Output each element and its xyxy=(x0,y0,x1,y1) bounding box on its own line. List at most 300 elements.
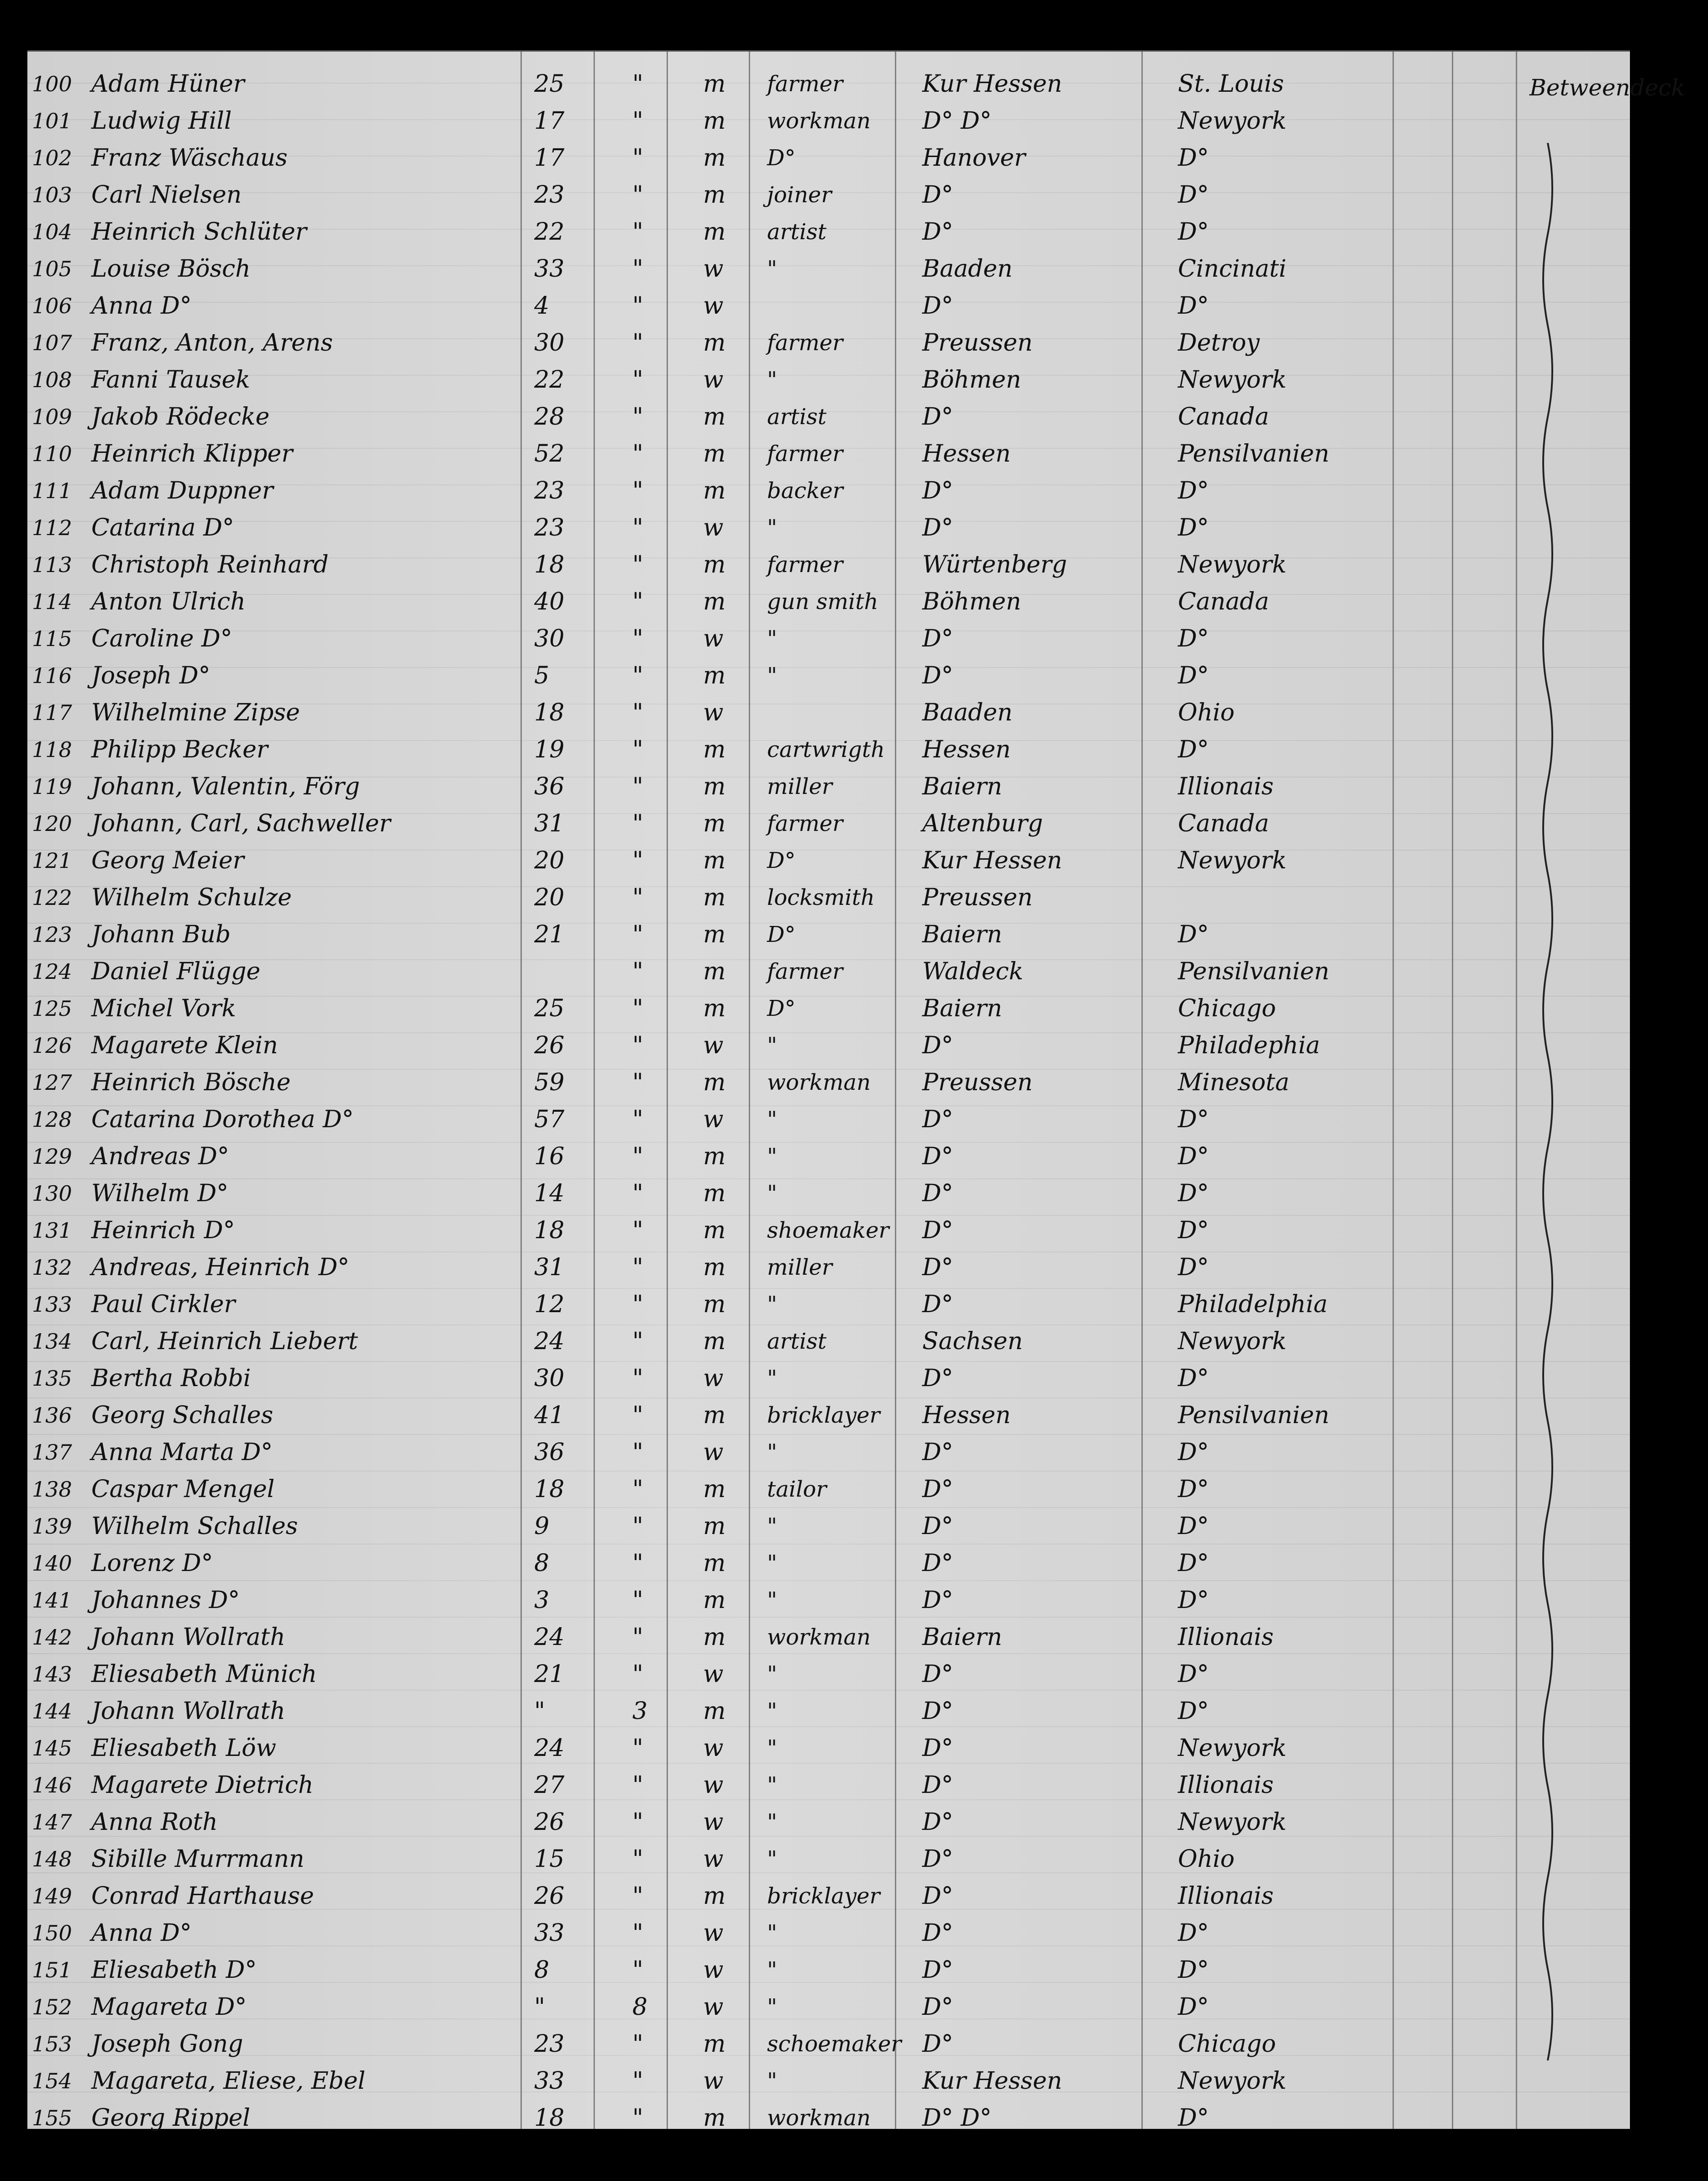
passenger-name: Wilhelm Schalles xyxy=(91,1513,298,1540)
age: 52 xyxy=(534,440,565,468)
destination: Newyork xyxy=(1178,2067,1287,2095)
age: 40 xyxy=(534,588,565,615)
child-age: " xyxy=(632,403,643,431)
sex: m xyxy=(703,736,726,763)
passenger-name: Magarete Dietrich xyxy=(91,1771,314,1799)
row-number: 114 xyxy=(32,589,72,614)
age: 8 xyxy=(534,1956,550,1984)
sex: w xyxy=(703,1365,724,1392)
sex: m xyxy=(703,1069,726,1096)
row-number: 134 xyxy=(32,1329,72,1354)
age: 20 xyxy=(534,884,565,911)
sex: w xyxy=(703,1439,724,1466)
row-number: 129 xyxy=(32,1144,72,1169)
destination: Illionais xyxy=(1178,1771,1274,1799)
occupation: " xyxy=(767,1846,778,1872)
destination: Philadelphia xyxy=(1178,1291,1328,1318)
passenger-name: Caspar Mengel xyxy=(91,1476,275,1503)
side-note: Betweendeck xyxy=(1529,74,1685,101)
row-number: 107 xyxy=(32,331,72,355)
destination: D° xyxy=(1178,1956,1209,1984)
row-number: 104 xyxy=(32,220,72,244)
table-row xyxy=(27,583,1630,620)
occupation: farmer xyxy=(767,441,843,467)
occupation: workman xyxy=(767,108,871,134)
sex: w xyxy=(703,366,724,394)
age: 25 xyxy=(534,995,565,1022)
child-age: " xyxy=(632,366,643,394)
table-row xyxy=(27,1840,1630,1877)
row-number: 120 xyxy=(32,811,72,836)
origin: D° xyxy=(922,2030,953,2058)
table-row xyxy=(27,546,1630,583)
age: 18 xyxy=(534,1476,565,1503)
passenger-name: Magareta D° xyxy=(91,1993,247,2021)
row-number: 148 xyxy=(32,1847,72,1871)
child-age: " xyxy=(632,329,643,357)
table-row xyxy=(27,1434,1630,1471)
destination: D° xyxy=(1178,1439,1209,1466)
passenger-name: Anna D° xyxy=(91,1919,192,1947)
origin: D° xyxy=(922,1698,953,1725)
table-row xyxy=(27,509,1630,546)
row-number: 152 xyxy=(32,1995,72,2019)
row-number: 103 xyxy=(32,183,72,207)
age: 26 xyxy=(534,1808,565,1836)
origin: D° xyxy=(922,1143,953,1170)
child-age: " xyxy=(632,884,643,911)
row-number: 150 xyxy=(32,1921,72,1945)
sex: m xyxy=(703,1254,726,1281)
child-age: " xyxy=(632,2067,643,2095)
occupation: locksmith xyxy=(767,885,875,910)
child-age: " xyxy=(632,625,643,652)
occupation: bricklayer xyxy=(767,1403,880,1428)
row-number: 122 xyxy=(32,885,72,910)
row-number: 128 xyxy=(32,1107,72,1132)
origin: D° D° xyxy=(922,107,992,135)
occupation: gun smith xyxy=(767,589,878,615)
manifest-page xyxy=(27,50,1685,2132)
origin: D° xyxy=(922,662,953,689)
age: 36 xyxy=(534,773,565,800)
row-number: 127 xyxy=(32,1070,72,1095)
row-number: 109 xyxy=(32,405,72,429)
origin: D° xyxy=(922,1993,953,2021)
destination: D° xyxy=(1178,1365,1209,1392)
destination: Canada xyxy=(1178,810,1269,837)
occupation: " xyxy=(767,1107,778,1132)
sex: w xyxy=(703,699,724,726)
passenger-name: Eliesabeth Löw xyxy=(91,1734,277,1762)
table-row xyxy=(27,1988,1630,2025)
origin: Preussen xyxy=(922,1069,1033,1096)
child-age: " xyxy=(632,995,643,1022)
occupation: cartwrigth xyxy=(767,737,885,762)
age: 27 xyxy=(534,1771,565,1799)
passenger-name: Heinrich Klipper xyxy=(91,440,293,468)
destination: Newyork xyxy=(1178,1328,1287,1355)
destination: Illionais xyxy=(1178,1882,1274,1910)
destination: St. Louis xyxy=(1178,70,1284,98)
passenger-name: Andreas D° xyxy=(91,1143,229,1170)
row-number: 101 xyxy=(32,109,72,133)
row-number: 113 xyxy=(32,552,72,577)
sex: m xyxy=(703,1550,726,1577)
child-age: " xyxy=(632,440,643,468)
destination: D° xyxy=(1178,1513,1209,1540)
row-number: 140 xyxy=(32,1551,72,1576)
table-row xyxy=(27,1249,1630,1286)
table-row xyxy=(27,250,1630,287)
passenger-name: Franz Wäschaus xyxy=(91,144,288,172)
row-number: 143 xyxy=(32,1662,72,1687)
passenger-name: Christoph Reinhard xyxy=(91,551,329,578)
table-row xyxy=(27,1101,1630,1138)
sex: m xyxy=(703,144,726,172)
destination: Canada xyxy=(1178,588,1269,615)
occupation: " xyxy=(767,2068,778,2094)
table-row xyxy=(27,2062,1630,2099)
origin: D° xyxy=(922,1808,953,1836)
origin: D° xyxy=(922,1476,953,1503)
occupation: " xyxy=(767,663,778,688)
sex: m xyxy=(703,2104,726,2132)
age: 23 xyxy=(534,181,565,209)
passenger-name: Johannes D° xyxy=(91,1587,240,1614)
row-number: 145 xyxy=(32,1736,72,1761)
table-row xyxy=(27,139,1630,176)
passenger-name: Johann Wollrath xyxy=(91,1698,285,1725)
sex: m xyxy=(703,1402,726,1429)
origin: D° xyxy=(922,477,953,505)
row-number: 141 xyxy=(32,1588,72,1613)
occupation: " xyxy=(767,626,778,652)
table-row xyxy=(27,842,1630,879)
passenger-name: Wilhelmine Zipse xyxy=(91,699,300,726)
age: 26 xyxy=(534,1882,565,1910)
table-row xyxy=(27,1914,1630,1951)
passenger-name: Michel Vork xyxy=(91,995,236,1022)
child-age: " xyxy=(632,1476,643,1503)
table-row xyxy=(27,2025,1630,2062)
passenger-name: Lorenz D° xyxy=(91,1550,213,1577)
destination: Pensilvanien xyxy=(1178,1402,1330,1429)
occupation: " xyxy=(767,515,778,541)
origin: D° xyxy=(922,1882,953,1910)
passenger-name: Louise Bösch xyxy=(91,255,251,283)
passenger-name: Ludwig Hill xyxy=(91,107,232,135)
row-number: 151 xyxy=(32,1958,72,1982)
origin: Baiern xyxy=(922,1624,1002,1651)
age: 31 xyxy=(534,1254,565,1281)
destination: D° xyxy=(1178,1217,1209,1244)
occupation: tailor xyxy=(767,1477,827,1502)
passenger-name: Conrad Harthause xyxy=(91,1882,314,1910)
table-row xyxy=(27,1803,1630,1840)
age: 25 xyxy=(534,70,565,98)
child-age: " xyxy=(632,1624,643,1651)
destination: D° xyxy=(1178,181,1209,209)
table-row xyxy=(27,361,1630,398)
occupation: " xyxy=(767,1698,778,1724)
age: 23 xyxy=(534,514,565,541)
child-age: " xyxy=(632,551,643,578)
child-age: " xyxy=(632,1587,643,1614)
sex: w xyxy=(703,1993,724,2021)
sex: m xyxy=(703,70,726,98)
row-number: 108 xyxy=(32,368,72,392)
origin: Kur Hessen xyxy=(922,2067,1062,2095)
child-age: " xyxy=(632,588,643,615)
occupation: " xyxy=(767,1550,778,1576)
sex: m xyxy=(703,588,726,615)
sex: m xyxy=(703,810,726,837)
occupation: workman xyxy=(767,1070,871,1095)
sex: m xyxy=(703,1217,726,1244)
sex: m xyxy=(703,995,726,1022)
table-row xyxy=(27,657,1630,694)
passenger-name: Carl Nielsen xyxy=(91,181,242,209)
passenger-name: Andreas, Heinrich D° xyxy=(91,1254,350,1281)
sex: m xyxy=(703,107,726,135)
sex: m xyxy=(703,958,726,985)
table-row xyxy=(27,1064,1630,1101)
passenger-name: Johann, Valentin, Förg xyxy=(91,773,360,800)
age: 21 xyxy=(534,1661,565,1688)
table-row xyxy=(27,1619,1630,1655)
origin: D° xyxy=(922,1217,953,1244)
row-number: 144 xyxy=(32,1699,72,1724)
child-age: " xyxy=(632,2030,643,2058)
age: 20 xyxy=(534,847,565,874)
occupation: " xyxy=(767,1292,778,1317)
origin: D° xyxy=(922,1919,953,1947)
origin: Hessen xyxy=(922,440,1011,468)
sex: m xyxy=(703,181,726,209)
origin: Altenburg xyxy=(922,810,1043,837)
age: 30 xyxy=(534,1365,565,1392)
passenger-name: Heinrich Schlüter xyxy=(91,218,307,246)
row-number: 100 xyxy=(32,72,72,96)
destination: Cincinati xyxy=(1178,255,1287,283)
destination: Newyork xyxy=(1178,847,1287,874)
passenger-name: Anna D° xyxy=(91,292,192,320)
destination: D° xyxy=(1178,144,1209,172)
passenger-name: Wilhelm Schulze xyxy=(91,884,292,911)
table-row xyxy=(27,1877,1630,1914)
row-number: 115 xyxy=(32,626,72,651)
passenger-name: Carl, Heinrich Liebert xyxy=(91,1328,358,1355)
occupation: " xyxy=(767,1587,778,1613)
passenger-name: Paul Cirkler xyxy=(91,1291,236,1318)
origin: Baaden xyxy=(922,699,1013,726)
origin: D° xyxy=(922,218,953,246)
table-row xyxy=(27,472,1630,509)
age: 17 xyxy=(534,107,565,135)
occupation: " xyxy=(767,1735,778,1761)
origin: Preussen xyxy=(922,329,1033,357)
table-row xyxy=(27,1729,1630,1766)
age: 24 xyxy=(534,1734,565,1762)
sex: m xyxy=(703,1882,726,1910)
sex: m xyxy=(703,551,726,578)
table-row xyxy=(27,953,1630,990)
table-row xyxy=(27,768,1630,805)
age: 33 xyxy=(534,255,565,283)
child-age: " xyxy=(632,1882,643,1910)
occupation: " xyxy=(767,1957,778,1983)
occupation: workman xyxy=(767,1624,871,1650)
child-age: " xyxy=(632,1402,643,1429)
origin: D° xyxy=(922,1106,953,1133)
table-row xyxy=(27,731,1630,768)
sex: w xyxy=(703,625,724,652)
passenger-name: Georg Schalles xyxy=(91,1402,273,1429)
row-number: 111 xyxy=(32,478,72,503)
occupation: " xyxy=(767,1920,778,1946)
table-row xyxy=(27,1027,1630,1064)
age: 30 xyxy=(534,625,565,652)
occupation: D° xyxy=(767,848,796,873)
row-number: 147 xyxy=(32,1810,72,1834)
occupation: " xyxy=(767,1181,778,1206)
row-number: 116 xyxy=(32,663,72,688)
child-age: " xyxy=(632,1550,643,1577)
occupation: farmer xyxy=(767,552,843,578)
passenger-name: Magarete Klein xyxy=(91,1032,278,1059)
age: 26 xyxy=(534,1032,565,1059)
child-age: " xyxy=(632,514,643,541)
passenger-name: Caroline D° xyxy=(91,625,232,652)
destination: D° xyxy=(1178,736,1209,763)
row-number: 136 xyxy=(32,1403,72,1428)
passenger-name: Adam Duppner xyxy=(91,477,273,505)
child-age: " xyxy=(632,1032,643,1059)
passenger-name: Johann, Carl, Sachweller xyxy=(91,810,391,837)
destination: D° xyxy=(1178,1476,1209,1503)
row-number: 105 xyxy=(32,257,72,281)
sex: m xyxy=(703,884,726,911)
child-age: " xyxy=(632,107,643,135)
sex: w xyxy=(703,1032,724,1059)
table-row xyxy=(27,1175,1630,1212)
sex: m xyxy=(703,1513,726,1540)
origin: D° xyxy=(922,403,953,431)
sex: w xyxy=(703,1771,724,1799)
destination: Pensilvanien xyxy=(1178,440,1330,468)
origin: D° xyxy=(922,1180,953,1207)
child-age: " xyxy=(632,1291,643,1318)
child-age: " xyxy=(632,181,643,209)
destination: Newyork xyxy=(1178,1734,1287,1762)
occupation: " xyxy=(767,1366,778,1391)
occupation: artist xyxy=(767,404,827,430)
child-age: " xyxy=(632,477,643,505)
destination: Detroy xyxy=(1178,329,1260,357)
destination: D° xyxy=(1178,2104,1209,2132)
occupation: shoemaker xyxy=(767,1218,889,1243)
passenger-name: Daniel Flügge xyxy=(91,958,261,985)
child-age: " xyxy=(632,1513,643,1540)
origin: D° xyxy=(922,292,953,320)
child-age: " xyxy=(632,1845,643,1873)
row-number: 124 xyxy=(32,959,72,984)
row-number: 102 xyxy=(32,146,72,170)
row-number: 110 xyxy=(32,441,72,466)
age: " xyxy=(534,1698,545,1725)
occupation: farmer xyxy=(767,71,843,97)
origin: Sachsen xyxy=(922,1328,1023,1355)
destination: Newyork xyxy=(1178,107,1287,135)
origin: D° xyxy=(922,1845,953,1873)
origin: D° xyxy=(922,1291,953,1318)
child-age: " xyxy=(632,1143,643,1170)
sex: m xyxy=(703,1143,726,1170)
child-age: " xyxy=(632,810,643,837)
sex: m xyxy=(703,1476,726,1503)
table-row xyxy=(27,176,1630,213)
destination: Newyork xyxy=(1178,551,1287,578)
destination: D° xyxy=(1178,625,1209,652)
child-age: " xyxy=(632,1069,643,1096)
occupation: workman xyxy=(767,2105,871,2131)
sex: m xyxy=(703,1180,726,1207)
age: 24 xyxy=(534,1328,565,1355)
row-number: 106 xyxy=(32,294,72,318)
destination: D° xyxy=(1178,1106,1209,1133)
table-row xyxy=(27,435,1630,472)
table-row xyxy=(27,1692,1630,1729)
table-row xyxy=(27,990,1630,1027)
sex: m xyxy=(703,218,726,246)
destination: D° xyxy=(1178,292,1209,320)
age: 14 xyxy=(534,1180,565,1207)
row-number: 146 xyxy=(32,1773,72,1797)
origin: D° xyxy=(922,1032,953,1059)
child-age: " xyxy=(632,292,643,320)
sex: w xyxy=(703,292,724,320)
age: " xyxy=(534,1993,545,2021)
origin: D° xyxy=(922,1439,953,1466)
origin: Würtenberg xyxy=(922,551,1067,578)
origin: Böhmen xyxy=(922,366,1021,394)
row-number: 117 xyxy=(32,700,72,725)
destination: D° xyxy=(1178,477,1209,505)
occupation: " xyxy=(767,1440,778,1465)
passenger-name: Heinrich Bösche xyxy=(91,1069,291,1096)
age: 16 xyxy=(534,1143,565,1170)
passenger-name: Johann Wollrath xyxy=(91,1624,285,1651)
passenger-name: Philipp Becker xyxy=(91,736,268,763)
age: 21 xyxy=(534,921,565,948)
origin: Hessen xyxy=(922,736,1011,763)
row-number: 125 xyxy=(32,996,72,1021)
sex: w xyxy=(703,2067,724,2095)
origin: D° xyxy=(922,625,953,652)
occupation: " xyxy=(767,1661,778,1687)
age: 24 xyxy=(534,1624,565,1651)
origin: D° xyxy=(922,1956,953,1984)
age: 18 xyxy=(534,1217,565,1244)
origin: Waldeck xyxy=(922,958,1024,985)
passenger-name: Bertha Robbi xyxy=(91,1365,251,1392)
passenger-name: Fanni Tausek xyxy=(91,366,250,394)
passenger-name: Joseph Gong xyxy=(91,2030,243,2058)
child-age: " xyxy=(632,662,643,689)
child-age: " xyxy=(632,255,643,283)
row-number: 126 xyxy=(32,1033,72,1058)
